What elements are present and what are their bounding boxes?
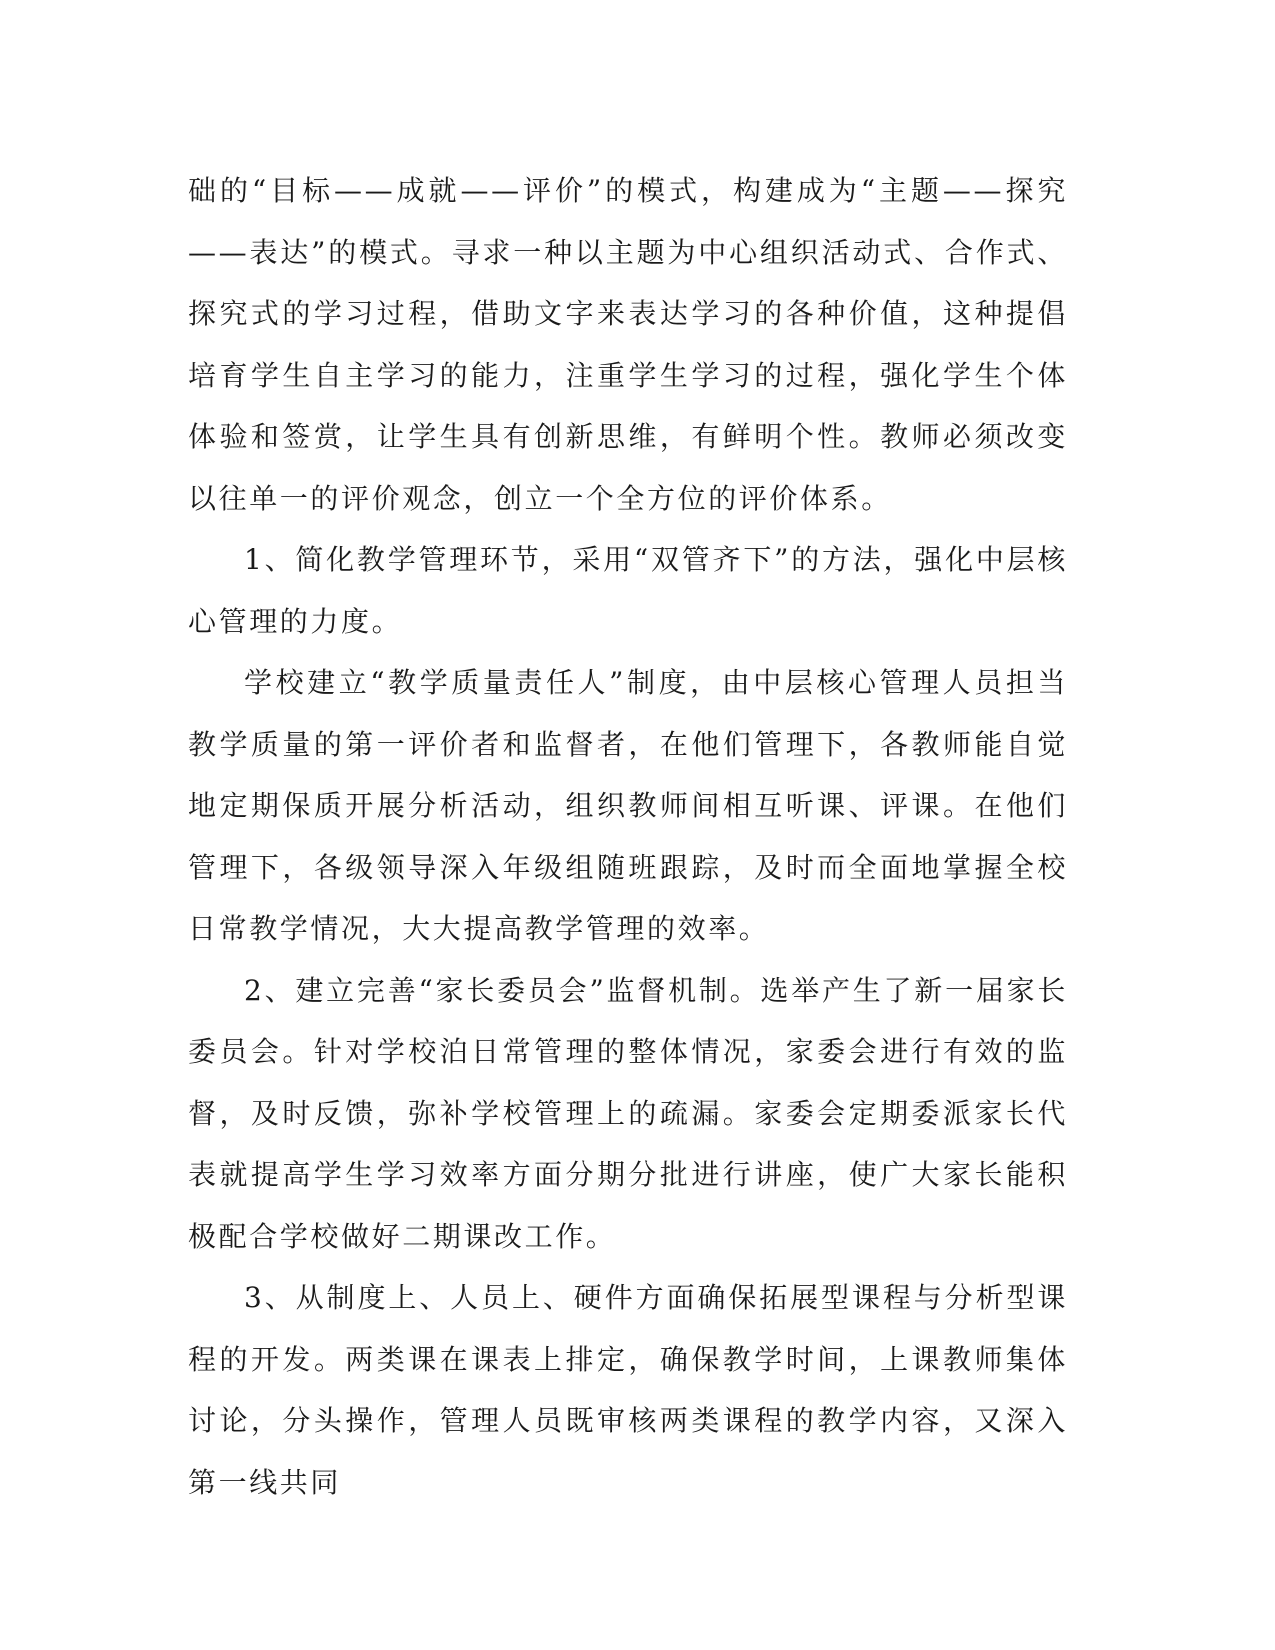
paragraph-continuation: 础的“目标——成就——评价”的模式，构建成为“主题——探究——表达”的模式。寻求一种以主题为中心组织活动式、合作式、探究式的学习过程，借助文字来表达学习的各种价值，这种提倡培育学生自主学习的能力，注重学生学习的过程，强化学生个体体验和签赏，让学生具有创新思维，有鲜明个性。教师必须改变以往单一的评价观念，创立一个全方位的评价体系。 [188,174,1068,515]
paragraph-item-1: 1、简化教学管理环节，采用“双管齐下”的方法，强化中层核心管理的力度。 [188,543,1068,638]
paragraph-item-2: 2、建立完善“家长委员会”监督机制。选举产生了新一届家长委员会。针对学校泊日常管理的整体情况，家委会进行有效的监督，及时反馈，弥补学校管理上的疏漏。家委会定期委派家长代表就提高学生学习效率方面分期分批进行讲座，使广大家长能积极配合学校做好二期课改工作。 [188,973,1068,1253]
paragraph-quality-responsibility: 学校建立“教学质量责任人”制度，由中层核心管理人员担当教学质量的第一评价者和监督者，在他们管理下，各教师能自觉地定期保质开展分析活动，组织教师间相互听课、评课。在他们管理下，各级领导深入年级组随班跟踪，及时而全面地掌握全校日常教学情况，大大提高教学管理的效率。 [188,666,1068,945]
paragraph-item-3: 3、从制度上、人员上、硬件方面确保拓展型课程与分析型课程的开发。两类课在课表上排定，确保教学时间，上课教师集体讨论，分头操作，管理人员既审核两类课程的教学内容，又深入第一线共同 [188,1281,1068,1499]
document-body [188,160,1068,1513]
